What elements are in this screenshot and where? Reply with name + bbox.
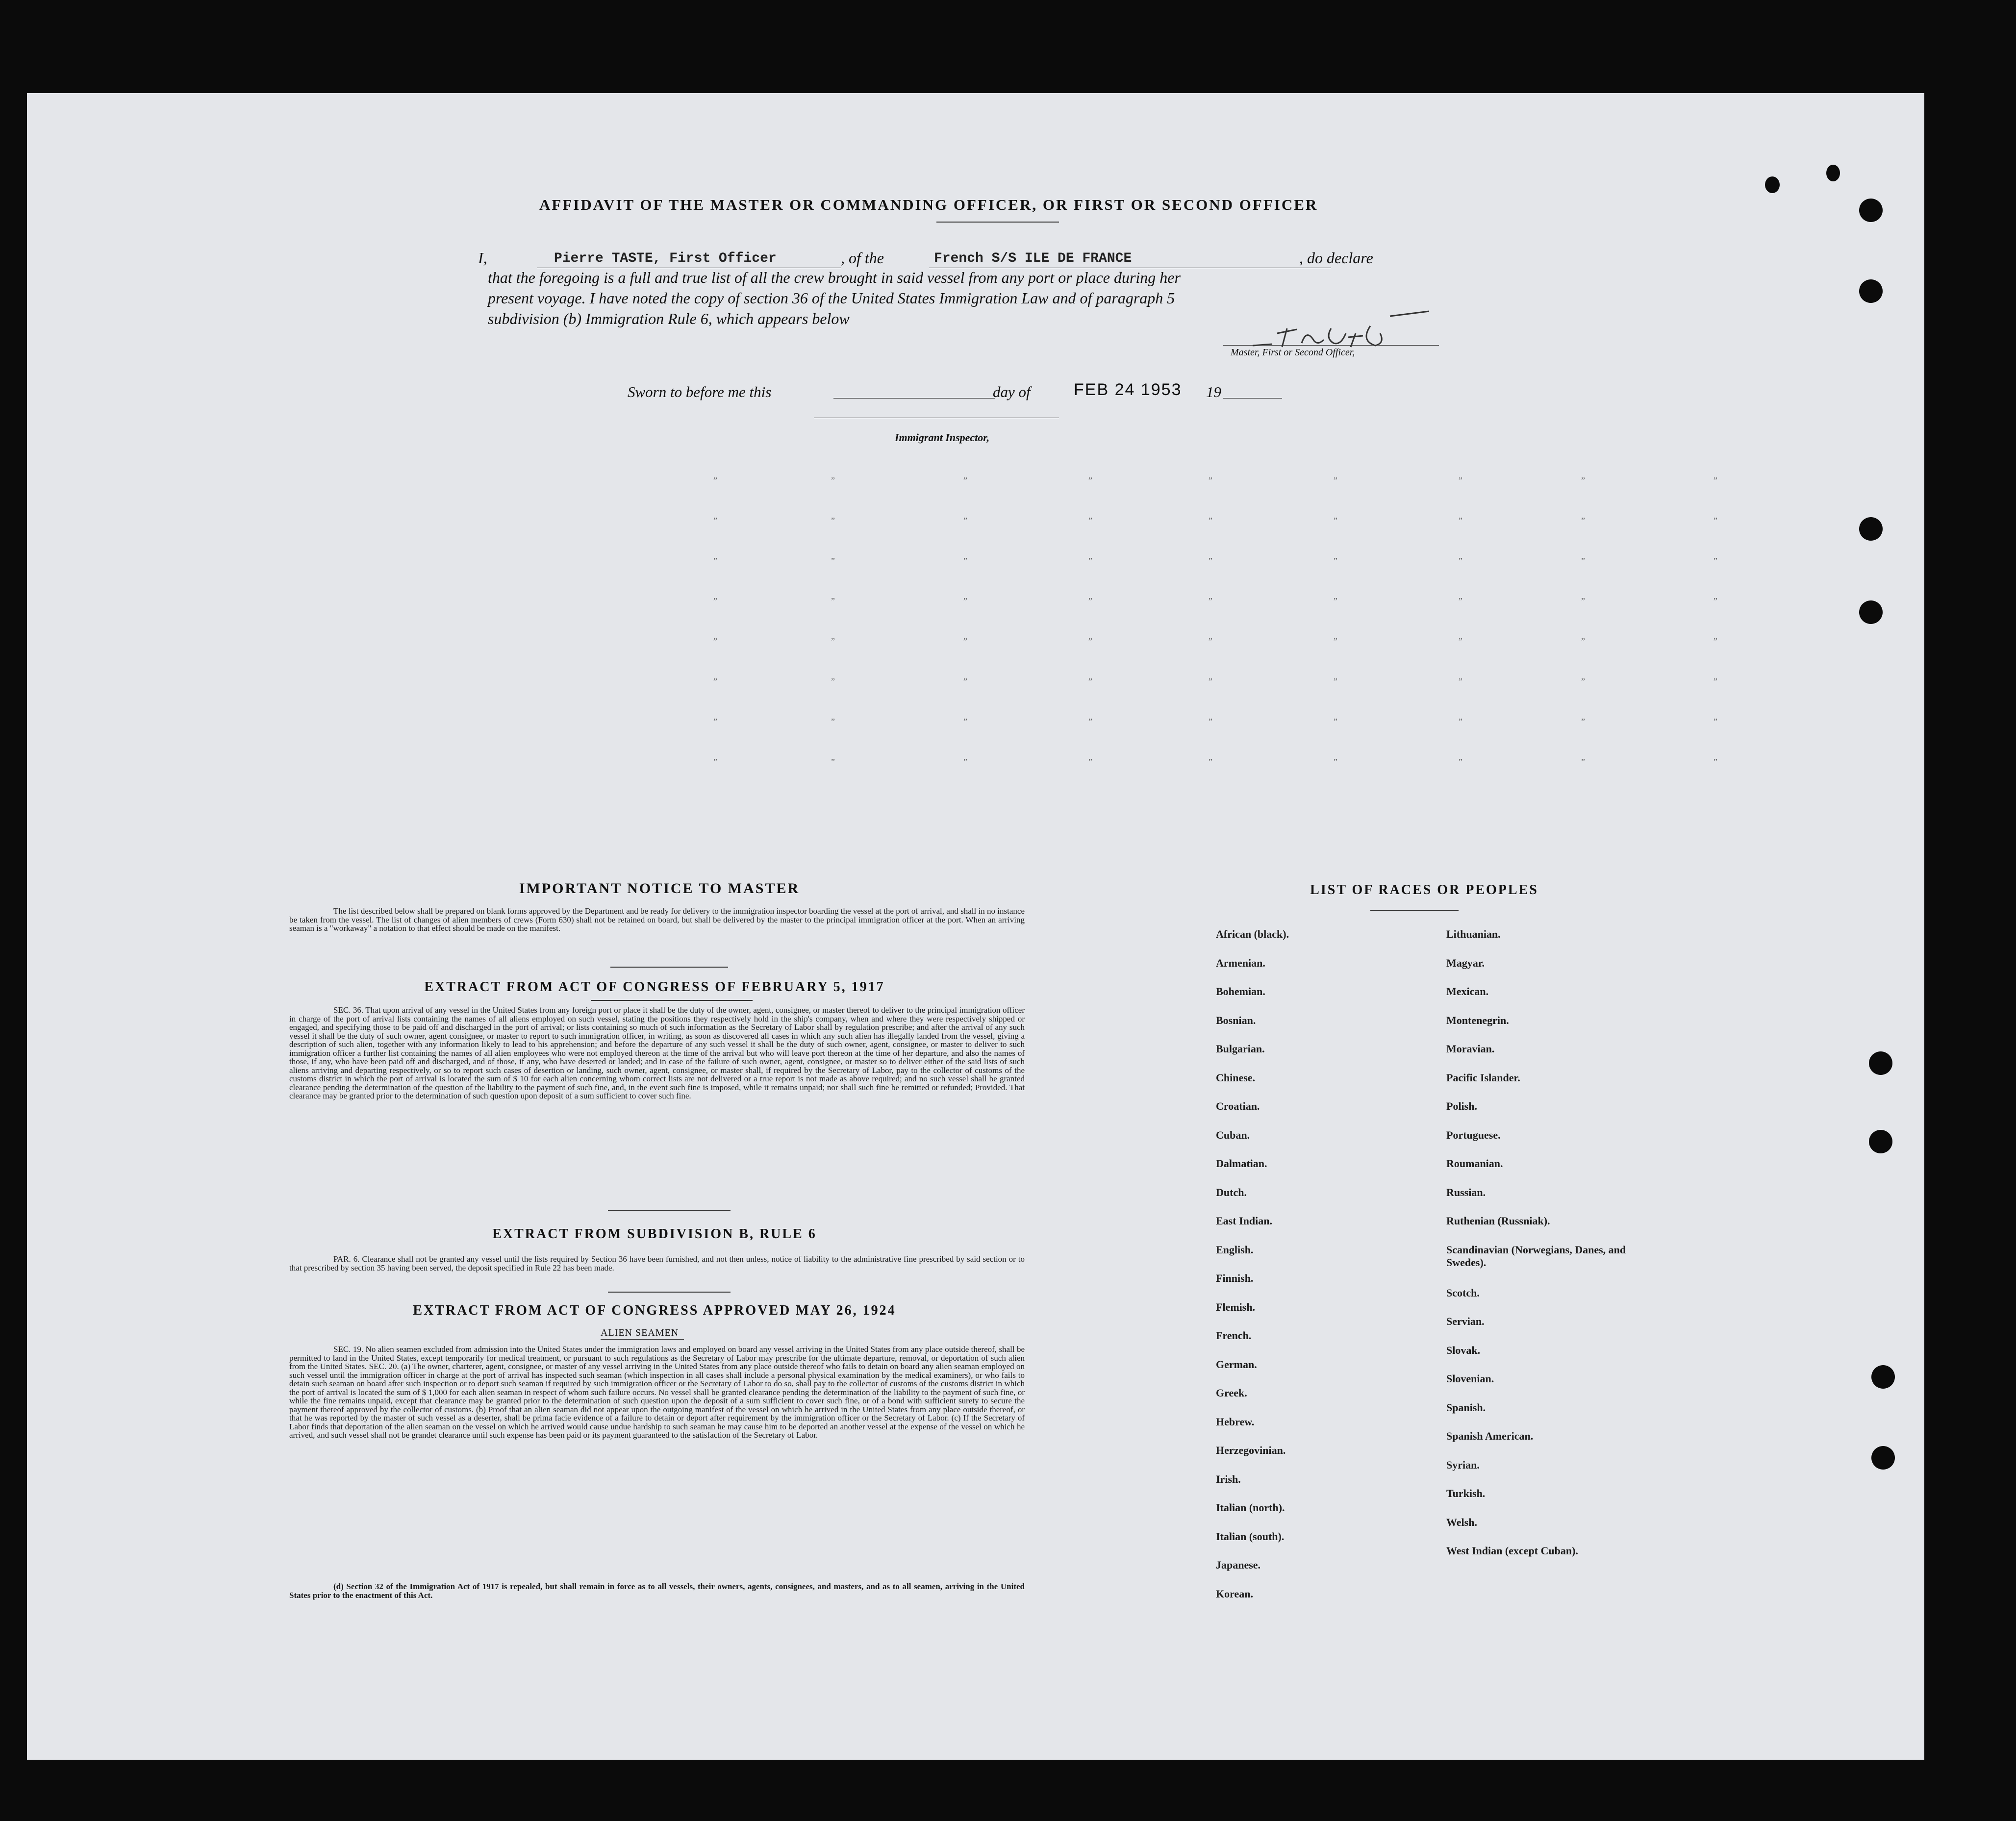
ditto-mark: ”: [831, 596, 835, 606]
sworn-label: Sworn to before me this: [628, 383, 772, 400]
race-item: Korean.: [1216, 1587, 1253, 1600]
race-item: English.: [1216, 1243, 1254, 1256]
divider-4: [608, 1292, 731, 1293]
affidavit-line-3: present voyage. I have noted the copy of section 36 of the United States Immigration Law and of paragraph 5: [488, 289, 1175, 307]
race-item: Croatian.: [1216, 1100, 1260, 1112]
affidavit-title: AFFIDAVIT OF THE MASTER OR COMMANDING OFFICER, OR FIRST OR SECOND OFFICER: [539, 196, 1318, 213]
binder-hole: [1859, 279, 1883, 303]
ditto-mark: ”: [1581, 596, 1585, 606]
officer-name: Pierre TASTE, First Officer: [554, 251, 777, 266]
races-left-column: [1216, 928, 1412, 1616]
race-item: Herzegovinian.: [1216, 1444, 1286, 1456]
binder-hole: [1871, 1365, 1895, 1389]
ditto-mark: ”: [1714, 516, 1717, 525]
ditto-mark: ”: [1714, 556, 1717, 566]
ditto-mark: ”: [1459, 636, 1462, 646]
race-item: German.: [1216, 1358, 1257, 1371]
race-item: Hebrew.: [1216, 1415, 1255, 1428]
ditto-mark: ”: [1209, 717, 1212, 726]
ditto-mark: ”: [713, 556, 717, 566]
race-item: Bulgarian.: [1216, 1043, 1265, 1055]
act-1924-subheading: ALIEN SEAMEN: [601, 1327, 679, 1338]
race-item: Dalmatian.: [1216, 1157, 1267, 1170]
binder-hole: [1826, 165, 1840, 181]
ditto-mark: ”: [1714, 636, 1717, 646]
race-item: East Indian.: [1216, 1215, 1272, 1227]
ditto-mark: ”: [963, 676, 967, 686]
ditto-mark: ”: [831, 717, 835, 726]
race-item: Magyar.: [1446, 956, 1485, 969]
date-stamp: FEB 24 1953: [1074, 380, 1182, 399]
ditto-mark: ”: [1088, 475, 1092, 485]
ditto-mark: ”: [1209, 516, 1212, 525]
race-item: Ruthenian (Russniak).: [1446, 1215, 1550, 1227]
affidavit-line-2: that the foregoing is a full and true list of all the crew brought in said vessel from any port or place during her: [488, 269, 1181, 286]
divider-3: [608, 1210, 731, 1211]
ditto-mark: ”: [831, 676, 835, 686]
title-underline: [936, 222, 1059, 223]
ditto-mark: ”: [1334, 636, 1337, 646]
ditto-mark: ”: [831, 556, 835, 566]
ditto-mark: ”: [713, 596, 717, 606]
race-item: African (black).: [1216, 928, 1289, 940]
race-item: Chinese.: [1216, 1071, 1256, 1084]
officer-caption: Master, First or Second Officer,: [1231, 347, 1355, 358]
ditto-mark: ”: [1088, 757, 1092, 767]
ditto-mark: ”: [1209, 475, 1212, 485]
act-1924-body: SEC. 19. No alien seamen excluded from admission into the United States under the immigration laws and employed on board any vessel arriving in the United States from any place outside thereof, shall be permitted to land in the United States, except temporarily for medical treatment, or pursuant to such regulations as the Secretary of Labor may prescribe for the ultimate departure, removal, or deportation of such alien from the United States. SEC. 20. (a) The owner, charterer, agent, consignee, or master of any vessel arriving in the United States from any place outside thereof who fails to detain on board any alien seaman employed on such vessel until the immigration officer in charge at the port of arrival has inspected such seaman (which inspection in all cases shall include a personal physical examination by the medical examiners), or who fails to detain such seaman on board after such inspection or to deport such seaman if required by such immigration officer or the Secretary of Labor to do so, shall pay to the collector of customs of the customs district in which the port of arrival is located the sum of $ 1,000 for each alien seaman in respect of whom such failure occurs. No vessel shall be granted clearance pending the determination of the liability to the payment of such fine, or while the fine remains unpaid, except that clearance may be granted prior to the determination of such question upon the deposit of a sum sufficient to cover such fine, or of a bond with sufficient surety to secure the payment thereof approved by the collector of customs. (b) Proof that an alien seaman did not appear upon the outgoing manifest of the vessel on which he arrived in the United States from any place outside thereof, or that he was reported by the master of such vessel as a deserter, shall be prima facie evidence of a failure to detain or deport after requirement by the immigration officer or the Secretary of Labor. (c) If the Secretary of Labor finds that deportation of the alien seaman on the vessel on which he arrived would cause undue hardship to such seaman he may cause him to be deported an another vessel at the expense of the vessel on which he arrived, and such vessel shall not be grandet clearance until such expense has been paid or its payment guaranteed to the satisfaction of the Secretary of Labor.: [289, 1345, 1025, 1440]
race-item: Pacific Islander.: [1446, 1071, 1520, 1084]
race-item: Irish.: [1216, 1472, 1241, 1485]
act-1917-heading: EXTRACT FROM ACT OF CONGRESS OF FEBRUARY 5, 1917: [424, 979, 885, 995]
race-item: Greek.: [1216, 1387, 1247, 1399]
signature-line: [1223, 345, 1439, 346]
race-item: Finnish.: [1216, 1272, 1254, 1284]
race-item: Flemish.: [1216, 1300, 1256, 1313]
ditto-mark: ”: [1581, 717, 1585, 726]
ditto-mark: ”: [963, 717, 967, 726]
ditto-mark: ”: [1088, 516, 1092, 525]
ditto-mark: ”: [1459, 676, 1462, 686]
act-1917-body: SEC. 36. That upon arrival of any vessel in the United States from any foreign port or place it shall be the duty of the owner, agent, consignee, or master thereof to deliver to the principal immigration officer in charge of the port of arrival lists containing the names of all aliens employed on such vessel, stating the positions they respectively hold in the ship's company, when and where they were respectively shipped or engaged, and specifying those to be paid off and discharged in the port of arrival; or lists containing so much of such information as the Secretary of Labor shall by regulation prescribe; and after the arrival of any such vessel it shall be the duty of such owner, agent consignee, or master to report to such immigration officer, in writing, as soon as discovered all cases in which any such alien has illegally landed from the vessel, giving a description of such alien, together with any information likely to lead to his apprehension; and before the departure of any such vessel it shall be the duty of such owner, agent, consignee, or master to deliver to such immigration officer a further list containing the names of all alien employees who were not employed thereon at the time of the arrival but who will leave port thereon at the time of her departure, and also the names of those, if any, who have been paid off and discharged, and of those, if any, who have deserted or landed; and in case of the failure of such owner, agent, consignee, or master so to deliver either of the said lists of such aliens arriving and departing respectively, or so to report such cases of desertion or landing, such owner, agent, consignee, or master shall, if required by the Secretary of Labor, pay to the collector of customs of the customs district in which the port of arrival is located the sum of $ 10 for each alien concerning whom correct lists are not delivered or a true report is not made as above required; and no such vessel shall be granted clearance pending the determination of the question of the liability to the payment of such fine, and, in the event such fine is imposed, while it remains unpaid; nor shall such fine be remitted or refunded; Provided. That clearance may be granted prior to the determination of such question upon deposit of a sum sufficient to cover such fine.: [289, 1005, 1025, 1100]
ditto-mark: ”: [1209, 636, 1212, 646]
race-item: Cuban.: [1216, 1128, 1250, 1141]
ditto-mark: ”: [1459, 717, 1462, 726]
inspector-caption: Immigrant Inspector,: [895, 431, 990, 444]
ditto-mark: ”: [831, 516, 835, 525]
ditto-mark: ”: [1334, 596, 1337, 606]
day-of-label: day of: [993, 383, 1031, 400]
ditto-mark: ”: [1581, 556, 1585, 566]
year-line: [1223, 398, 1282, 399]
race-item: Slovenian.: [1446, 1372, 1494, 1385]
race-item: Polish.: [1446, 1100, 1477, 1112]
ditto-mark: ”: [713, 475, 717, 485]
binder-hole: [1859, 199, 1883, 222]
ditto-mark: ”: [1088, 556, 1092, 566]
race-item: Spanish.: [1446, 1401, 1486, 1414]
races-right-column: [1446, 928, 1633, 1573]
ditto-mark: ”: [1714, 596, 1717, 606]
ditto-mark: ”: [1714, 717, 1717, 726]
race-item: Lithuanian.: [1446, 928, 1501, 940]
ditto-mark: ”: [1088, 717, 1092, 726]
race-item: Japanese.: [1216, 1559, 1261, 1571]
race-item: Bohemian.: [1216, 985, 1265, 998]
divider-1: [610, 967, 728, 968]
race-item: French.: [1216, 1329, 1252, 1342]
race-item: Montenegrin.: [1446, 1014, 1509, 1026]
do-declare-label: , do declare: [1299, 249, 1373, 267]
notice-body: The list described below shall be prepared on blank forms approved by the Department and be ready for delivery to the immigration inspector boarding the vessel at the port of arrival, and shall in no instance be taken from the vessel. The list of changes of alien members of crews (Form 630) shall not be retained on board, but shall be delivered by the master to the principal immigration officer at the port. When an arriving seaman is a "workaway" a notation to that effect should be made on the manifest.: [289, 906, 1025, 933]
ditto-mark: ”: [713, 757, 717, 767]
ditto-mark: ”: [831, 757, 835, 767]
ditto-mark: ”: [1581, 676, 1585, 686]
ditto-mark: ”: [1088, 636, 1092, 646]
race-item: Mexican.: [1446, 985, 1489, 998]
act-1924-d: (d) Section 32 of the Immigration Act of 1917 is repealed, but shall remain in force as to all vessels, their owners, agents, consignees, and masters, and as to all seamen, arriving in the United States prior to the enactment of this Act.: [289, 1582, 1025, 1600]
ditto-mark: ”: [1714, 676, 1717, 686]
race-item: Portuguese.: [1446, 1128, 1501, 1141]
binder-hole: [1859, 600, 1883, 624]
ditto-mark: ”: [1714, 757, 1717, 767]
binder-hole: [1859, 517, 1883, 541]
ditto-mark: ”: [1581, 516, 1585, 525]
ditto-mark: ”: [1334, 556, 1337, 566]
ditto-mark: ”: [1459, 757, 1462, 767]
race-item: Turkish.: [1446, 1487, 1486, 1499]
act-1924-heading: EXTRACT FROM ACT OF CONGRESS APPROVED MAY 26, 1924: [413, 1303, 896, 1318]
race-item: Servian.: [1446, 1315, 1485, 1327]
ditto-mark: ”: [1581, 757, 1585, 767]
race-item: Slovak.: [1446, 1344, 1481, 1356]
ditto-mark: ”: [1581, 475, 1585, 485]
binder-hole: [1869, 1051, 1892, 1075]
binder-hole: [1871, 1446, 1895, 1470]
binder-hole: [1869, 1130, 1892, 1153]
race-item: Welsh.: [1446, 1516, 1477, 1528]
ditto-mark: ”: [1209, 596, 1212, 606]
affidavit-page: [27, 93, 1924, 1760]
sworn-day-line: [833, 398, 995, 399]
race-item: Bosnian.: [1216, 1014, 1256, 1026]
race-item: Russian.: [1446, 1186, 1486, 1198]
ditto-mark: ”: [831, 636, 835, 646]
affidavit-line-4: subdivision (b) Immigration Rule 6, which appears below: [488, 310, 850, 327]
ditto-mark: ”: [1209, 676, 1212, 686]
divider-2: [591, 1000, 753, 1001]
ditto-mark: ”: [713, 636, 717, 646]
rule-6-body: PAR. 6. Clearance shall not be granted any vessel until the lists required by Section 36 have been furnished, and not then unless, notice of liability to the administrative fine prescribed by said section or to that prescribed by section 35 having been served, the deposit specified in Rule 22 has been made.: [289, 1254, 1025, 1272]
binder-hole: [1765, 176, 1780, 193]
of-the-label: , of the: [841, 249, 884, 267]
alien-seamen-underline: [601, 1339, 684, 1340]
race-item: West Indian (except Cuban).: [1446, 1545, 1578, 1557]
rule-6-heading: EXTRACT FROM SUBDIVISION B, RULE 6: [492, 1226, 817, 1242]
vessel-name: French S/S ILE DE FRANCE: [934, 251, 1132, 266]
ditto-mark: ”: [1334, 676, 1337, 686]
ditto-mark: ”: [1459, 516, 1462, 525]
year-prefix: 19: [1206, 383, 1221, 400]
race-item: Scotch.: [1446, 1286, 1480, 1299]
ditto-mark: ”: [1088, 596, 1092, 606]
ditto-mark: ”: [1209, 757, 1212, 767]
race-item: Scandinavian (Norwegians, Danes, and Swedes).: [1446, 1243, 1626, 1269]
ditto-mark: ”: [1459, 556, 1462, 566]
ditto-mark: ”: [963, 636, 967, 646]
ditto-mark: ”: [1334, 717, 1337, 726]
ditto-mark: ”: [1334, 516, 1337, 525]
ditto-mark: ”: [1334, 757, 1337, 767]
ditto-mark: ”: [963, 475, 967, 485]
race-item: Armenian.: [1216, 956, 1265, 969]
race-item: Spanish American.: [1446, 1430, 1534, 1442]
race-item: Syrian.: [1446, 1458, 1480, 1471]
race-item: Italian (south).: [1216, 1530, 1285, 1543]
ditto-mark: ”: [1334, 475, 1337, 485]
affidavit-i-label: I,: [478, 249, 487, 267]
race-item: Moravian.: [1446, 1043, 1495, 1055]
ditto-mark: ”: [1459, 475, 1462, 485]
ditto-mark: ”: [963, 516, 967, 525]
races-heading: LIST OF RACES OR PEOPLES: [1310, 882, 1538, 898]
race-item: Italian (north).: [1216, 1501, 1285, 1514]
race-item: Roumanian.: [1446, 1157, 1503, 1170]
ditto-mark: ”: [1714, 475, 1717, 485]
ditto-mark: ”: [1581, 636, 1585, 646]
ditto-mark: ”: [963, 556, 967, 566]
ditto-mark: ”: [963, 757, 967, 767]
ditto-mark: ”: [1209, 556, 1212, 566]
ditto-mark: ”: [713, 676, 717, 686]
notice-heading: IMPORTANT NOTICE TO MASTER: [519, 880, 800, 897]
ditto-mark: ”: [713, 717, 717, 726]
ditto-mark: ”: [1459, 596, 1462, 606]
ditto-mark: ”: [831, 475, 835, 485]
ditto-mark: ”: [713, 516, 717, 525]
race-item: Dutch.: [1216, 1186, 1247, 1198]
ditto-mark: ”: [963, 596, 967, 606]
ditto-mark: ”: [1088, 676, 1092, 686]
races-underline: [1370, 910, 1459, 911]
